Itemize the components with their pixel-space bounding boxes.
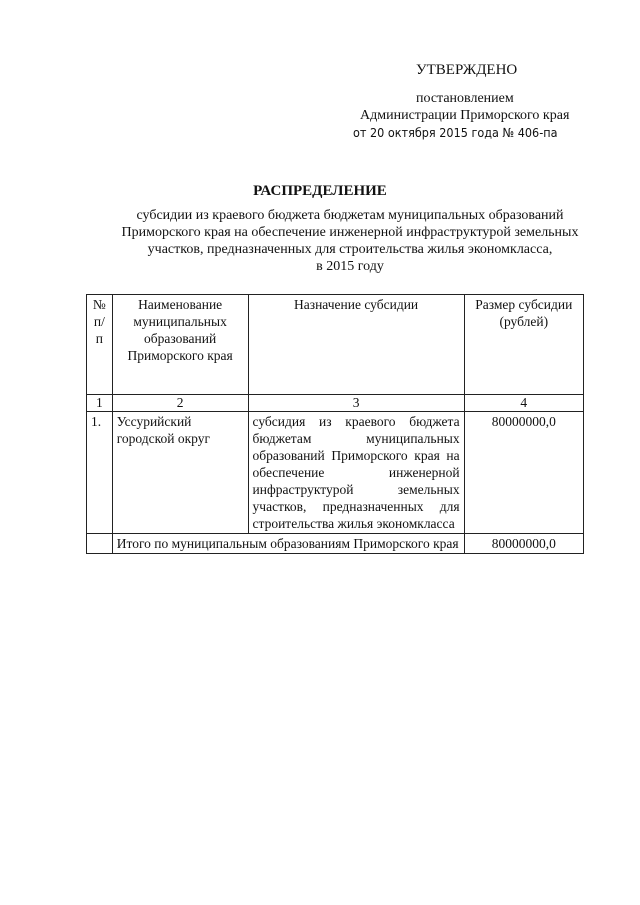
total-amount: 80000000,0 (464, 534, 583, 554)
subtitle-line: Приморского края на обеспечение инженерной инфраструктурой земельных (121, 225, 579, 240)
header-purpose: Назначение субсидии (248, 295, 464, 395)
approval-block (353, 62, 593, 141)
subtitle-line: в 2015 году (316, 259, 384, 274)
column-number: 1 (87, 395, 113, 412)
total-row (87, 534, 584, 554)
approval-line-administration: Администрации Приморского края (360, 108, 570, 123)
approval-line-decree: постановлением (416, 91, 514, 106)
document-subtitle (90, 207, 610, 275)
approval-title: УТВЕРЖДЕНО (416, 62, 518, 78)
column-number-row (87, 395, 584, 412)
row-number: 1. (87, 412, 113, 534)
row-municipality: Уссурийский городской округ (112, 412, 248, 534)
row-purpose: субсидия из краевого бюджета бюджетам муниципальных образований Приморского края на обеспечение инженерной инфраструктурой земельных участков, предназначенных для строительства жилья экономкласса (248, 412, 464, 534)
total-label: Итого по муниципальным образованиям Приморского края (112, 534, 464, 554)
table-header-row (87, 295, 584, 395)
subtitle-line: субсидии из краевого бюджета бюджетам муниципальных образований (136, 208, 564, 223)
header-number: № п/п (87, 295, 113, 395)
header-municipality: Наименование муниципальных образований Приморского края (112, 295, 248, 395)
distribution-table (86, 294, 584, 554)
header-amount: Размер субсидии (рублей) (464, 295, 583, 395)
total-number-cell (87, 534, 113, 554)
document-title: РАСПРЕДЕЛЕНИЕ (253, 183, 387, 199)
subtitle-line: участков, предназначенных для строительства жилья экономкласса, (147, 242, 553, 257)
table-row (87, 412, 584, 534)
column-number: 2 (112, 395, 248, 412)
approval-line-date-number: от 20 октября 2015 года № 406-па (353, 125, 558, 140)
row-amount: 80000000,0 (464, 412, 583, 534)
column-number: 3 (248, 395, 464, 412)
column-number: 4 (464, 395, 583, 412)
